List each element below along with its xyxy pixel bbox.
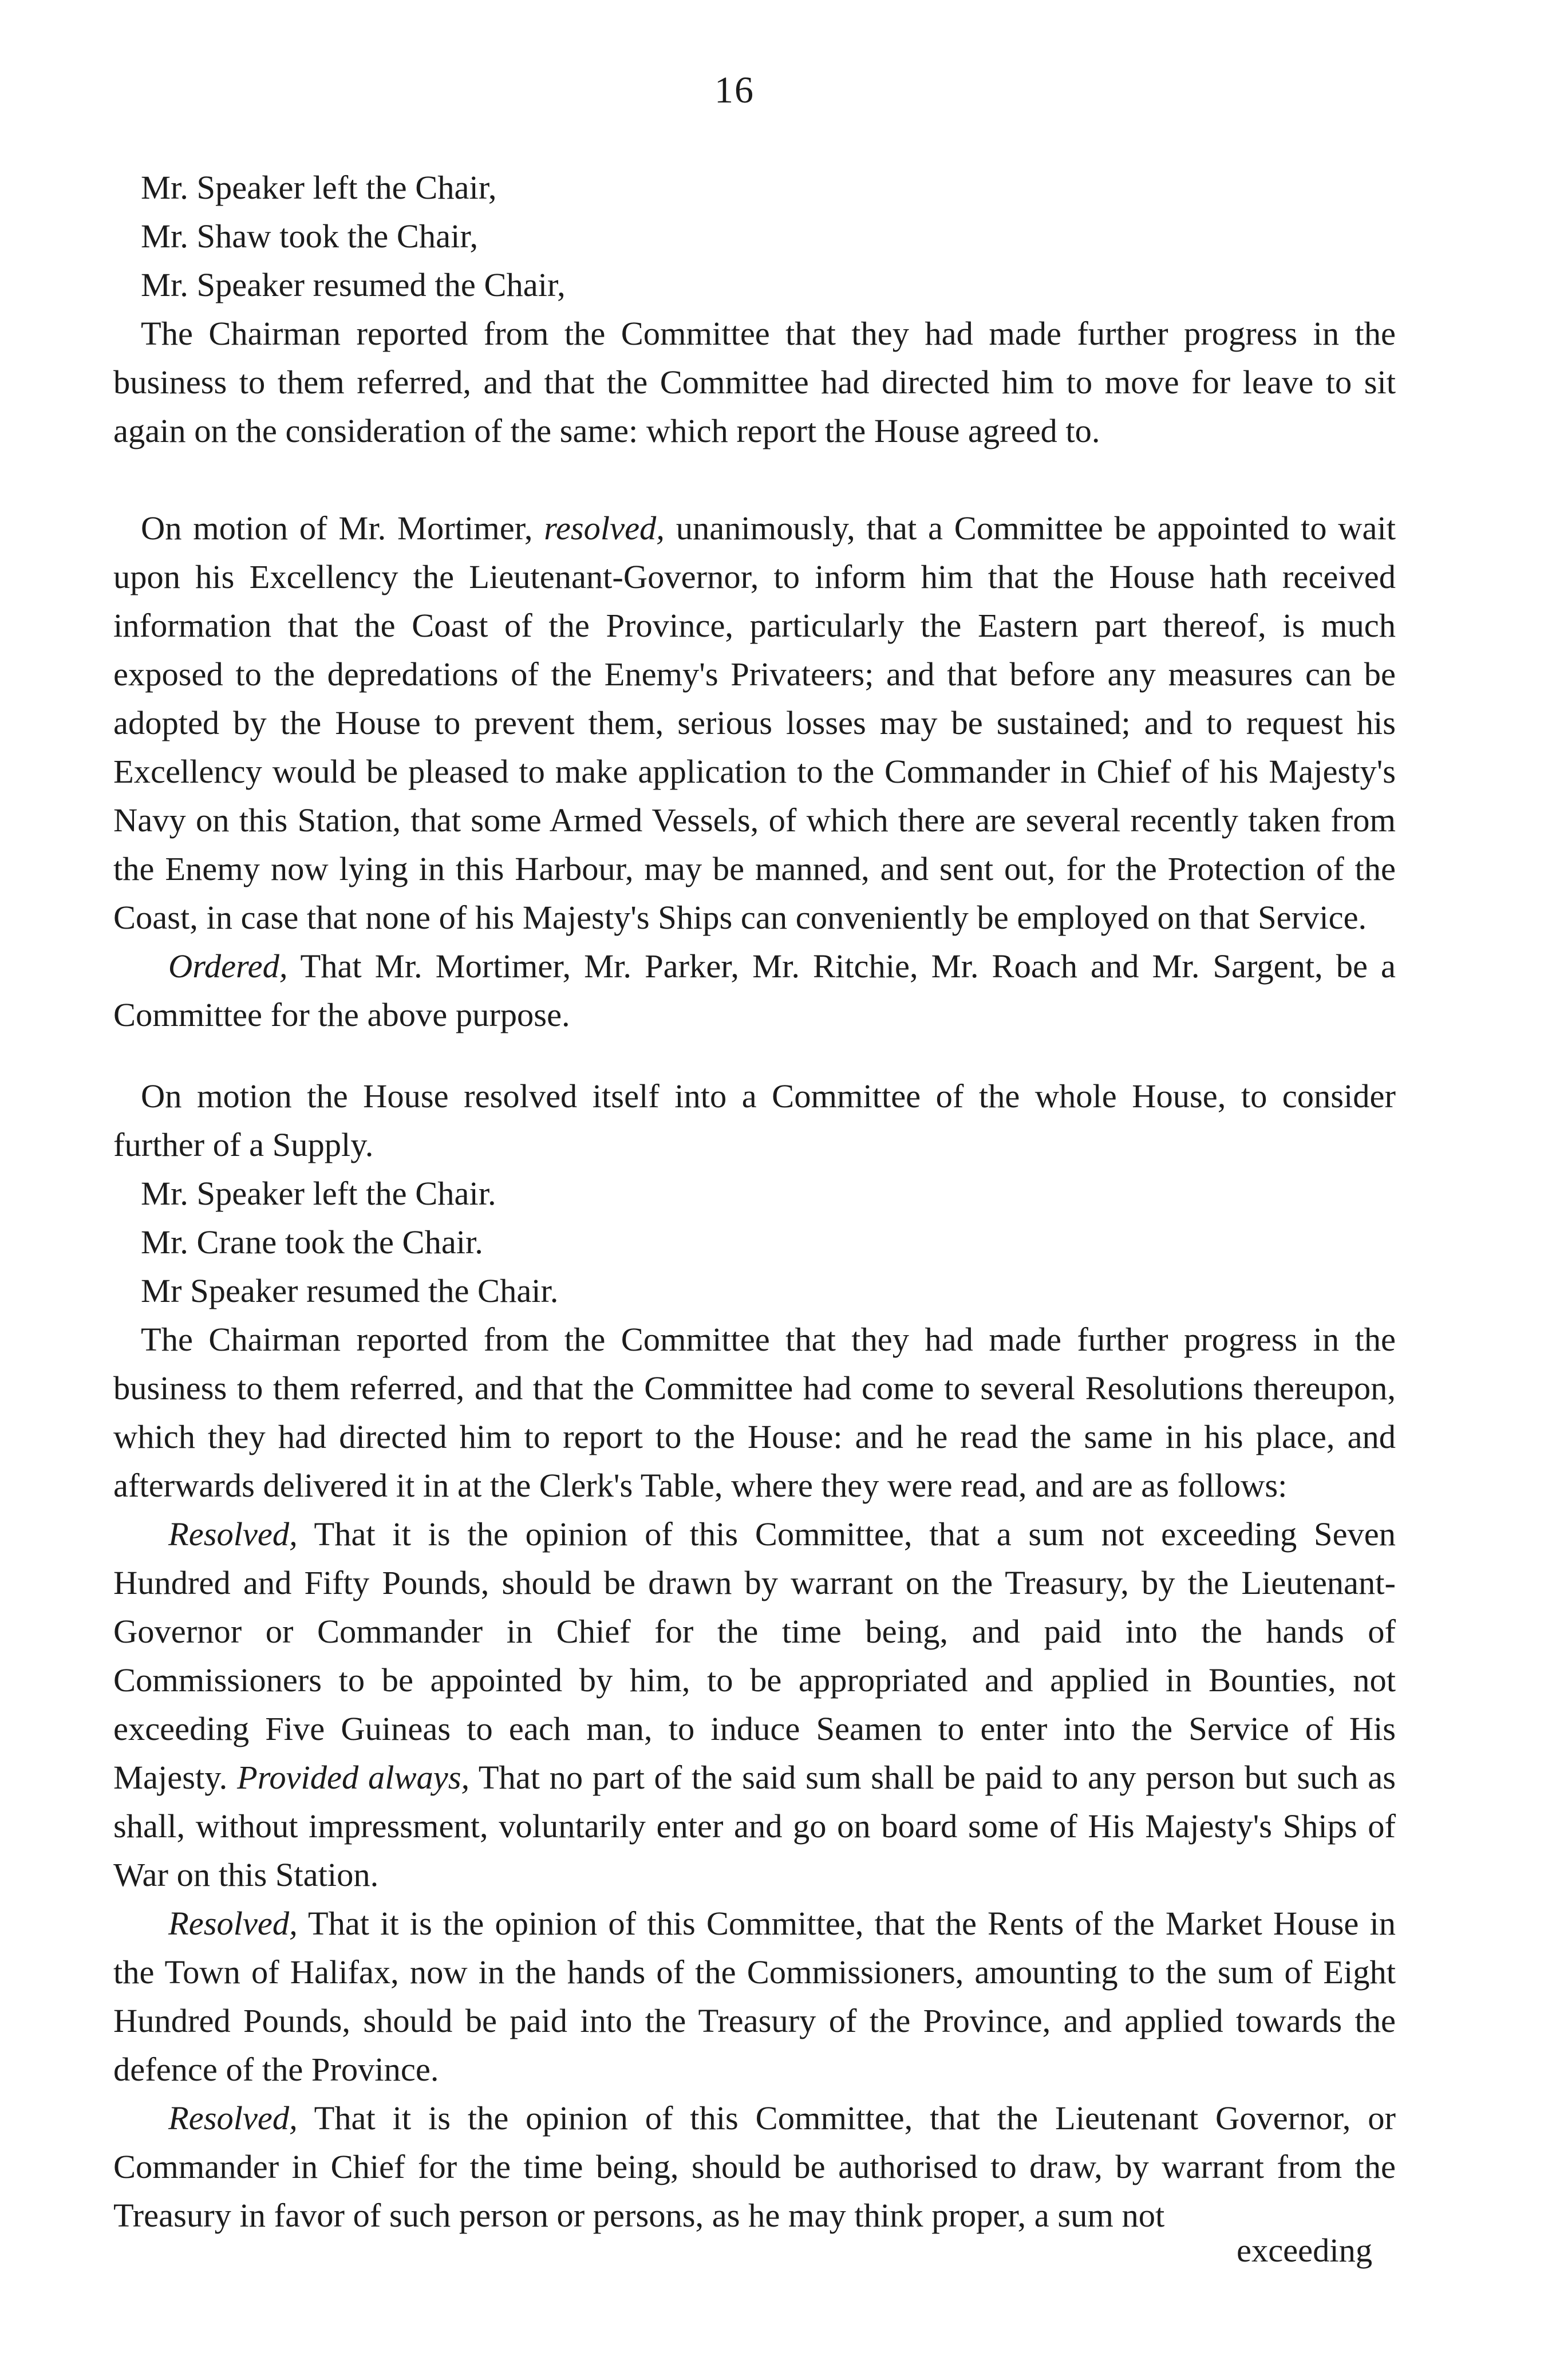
resolution-bounties-proviso: That no part of the said sum shall be paid to any person but such as shall, without impressment, voluntarily enter and go on board some of His Majesty's Ships of War on this Station. bbox=[113, 1759, 1396, 1893]
catchword: exceeding bbox=[1237, 2232, 1373, 2269]
resolution-bounties bbox=[113, 1510, 1396, 1899]
speaker-left-line-2: Mr. Speaker left the Chair. bbox=[141, 1175, 496, 1212]
supply-motion-paragraph: On motion the House resolved itself into a Committee of the whole House, to consider further of a Supply. bbox=[113, 1077, 1396, 1163]
resolved-label: Resolved, bbox=[168, 1515, 298, 1553]
shaw-took-chair-line: Mr. Shaw took the Chair, bbox=[141, 218, 479, 255]
resolution-market-rents bbox=[113, 1899, 1396, 2094]
speaker-resumed-line: Mr. Speaker resumed the Chair, bbox=[141, 266, 566, 303]
mortimer-motion-paragraph bbox=[113, 504, 1396, 942]
ordered-label: Ordered, bbox=[168, 948, 288, 985]
motion-body: unanimously, that a Committee be appointed to wait upon his Excellency the Lieutenant-Governor, to inform him that the House hath received information that the Coast of the Province, particularly the Eastern part thereof, is much exposed to the depredations of the Enemy's Privateers; and that before any measures can be adopted by the House to prevent them, serious losses may be sustained; and to request his Excellency would be pleased to make application to the Commander in Chief of his Majesty's Navy on this Station, that some Armed Vessels, of which there are several recently taken from the Enemy now lying in this Harbour, may be manned, and sent out, for the Protection of the Coast, in case that none of his Majesty's Ships can conveniently be employed on that Service. bbox=[113, 510, 1396, 936]
chairman-report-paragraph: The Chairman reported from the Committee that they had made further progress in the business to them referred, and that the Committee had directed him to move for leave to sit again on the consideration of the same: which report the House agreed to. bbox=[113, 315, 1396, 449]
speaker-left-line: Mr. Speaker left the Chair, bbox=[141, 169, 497, 206]
supply-committee-section bbox=[113, 1072, 1396, 2240]
resolved-label: Resolved, bbox=[168, 1905, 298, 1942]
resolution-bounties-body: That it is the opinion of this Committee, that a sum not exceeding Seven Hundred and Fifty Pounds, should be drawn by warrant on the Treasury, by the Lieutenant-Governor or Commander in Chief for the time being, and paid into the hands of Commissioners to be appointed by him, to be appropriated and applied in Bounties, not exceeding Five Guineas to each man, to induce Seamen to enter into the Service of His Majesty. bbox=[113, 1515, 1396, 1796]
provided-always-label: Provided always, bbox=[237, 1759, 470, 1796]
resolved-label: Resolved, bbox=[168, 2099, 298, 2137]
speaker-resumed-line-2: Mr Speaker resumed the Chair. bbox=[141, 1272, 559, 1309]
chairman-resolutions-paragraph: The Chairman reported from the Committee that they had made further progress in the business to them referred, and that the Committee had come to several Resolutions thereupon, which they had directed him to report to the House: and he read the same in his place, and afterwards delivered it in at the Clerk's Table, where they were read, and are as follows: bbox=[113, 1321, 1396, 1504]
crane-took-chair-line: Mr. Crane took the Chair. bbox=[141, 1223, 483, 1261]
page-number: 16 bbox=[714, 69, 755, 111]
mortimer-motion-section bbox=[113, 504, 1396, 1039]
resolution-warrant bbox=[113, 2094, 1396, 2240]
resolved-label: resolved, bbox=[544, 510, 665, 547]
resolution-warrant-body: That it is the opinion of this Committee, that the Lieutenant Governor, or Commander in Chief for the time being, should be authorised to draw, by warrant from the Treasury in favor of such person or persons, as he may think proper, a sum not bbox=[113, 2099, 1396, 2234]
chair-report-section bbox=[113, 163, 1396, 455]
resolution-market-rents-body: That it is the opinion of this Committee, that the Rents of the Market House in the Town of Halifax, now in the hands of the Commissioners, amounting to the sum of Eight Hundred Pounds, should be paid into the Treasury of the Province, and applied towards the defence of the Province. bbox=[113, 1905, 1396, 2088]
ordered-committee-paragraph bbox=[113, 942, 1396, 1039]
motion-intro: On motion of Mr. Mortimer, bbox=[141, 510, 544, 547]
ordered-body: That Mr. Mortimer, Mr. Parker, Mr. Ritchie, Mr. Roach and Mr. Sargent, be a Committee for the above purpose. bbox=[113, 948, 1396, 1033]
